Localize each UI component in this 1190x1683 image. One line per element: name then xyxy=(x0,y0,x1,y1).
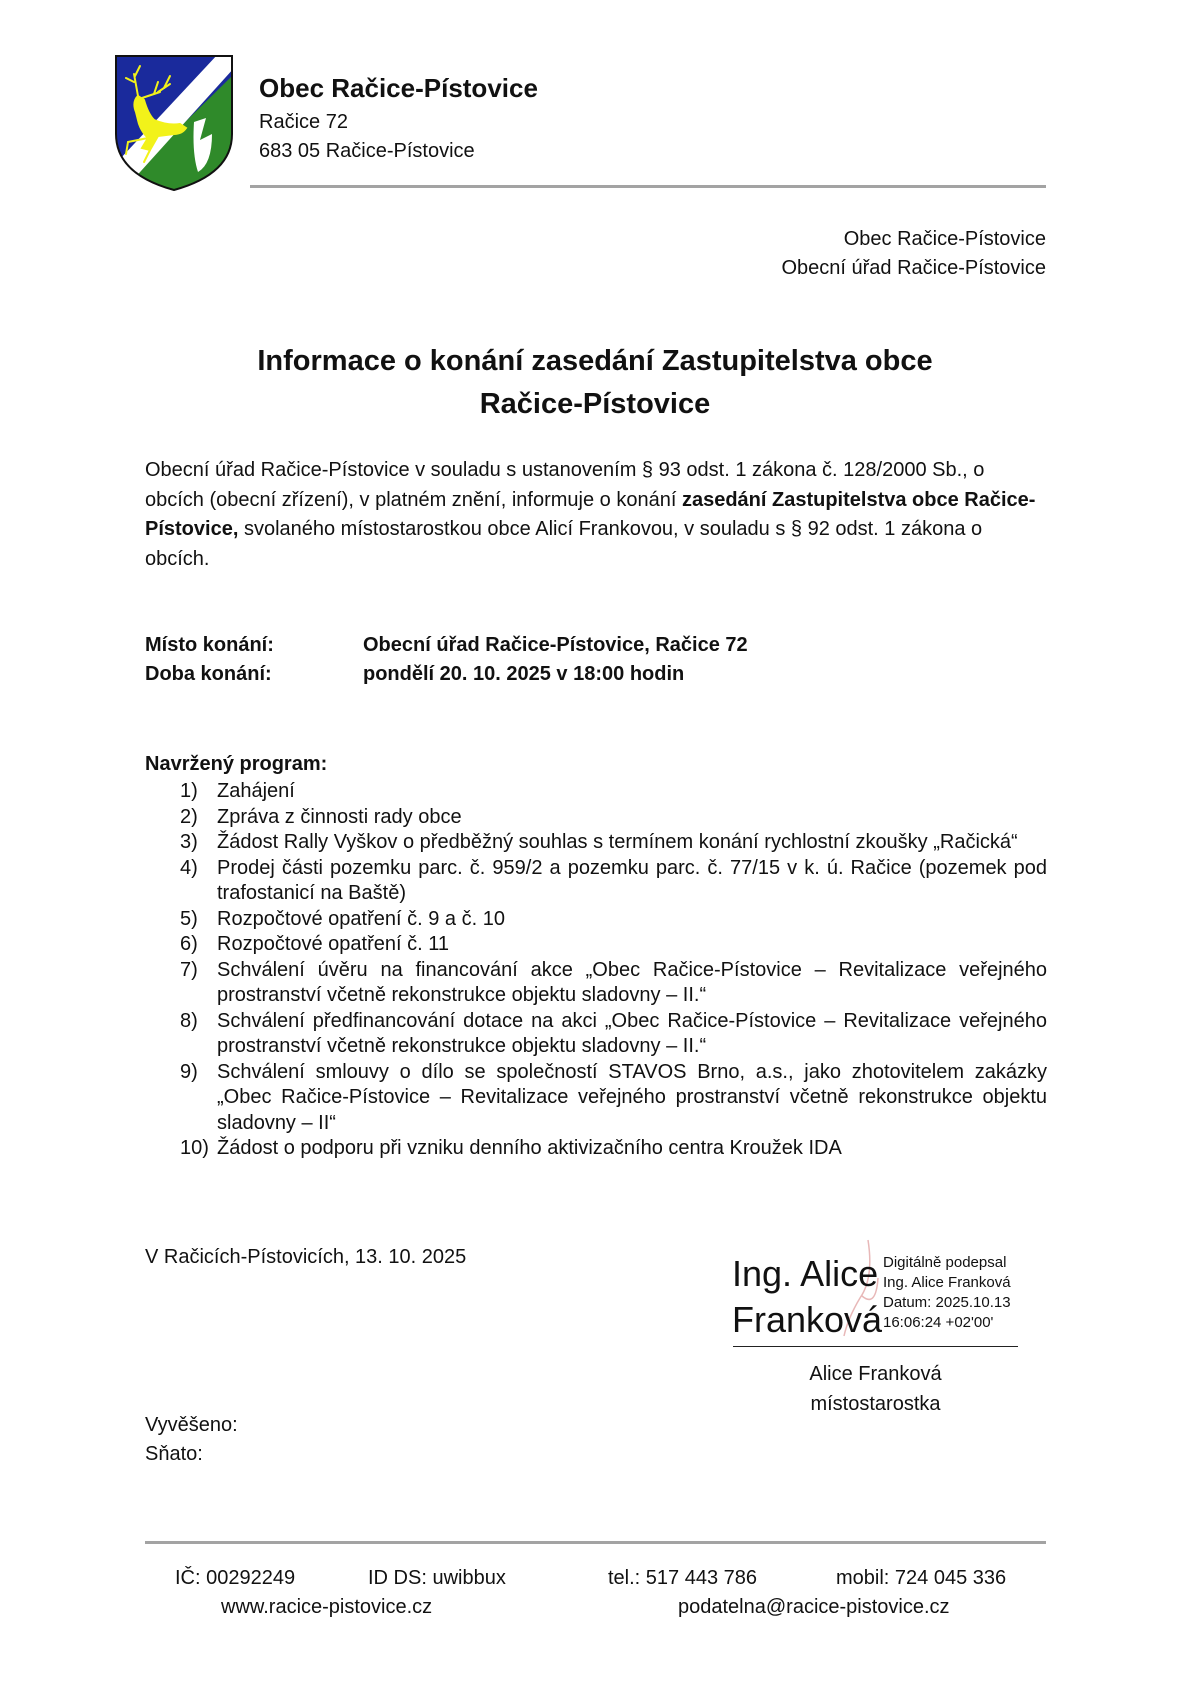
program-item-text: Prodej části pozemku parc. č. 959/2 a pozemku parc. č. 77/15 v k. ú. Račice (pozemek pod trafostanicí na Baště) xyxy=(217,856,1047,904)
intro-text-2: svolaného místostarostkou obce Alicí Frankovou, v souladu s § 92 odst. 1 zákona o obcích. xyxy=(145,518,983,570)
coat-of-arms-icon xyxy=(114,54,234,192)
program-item-number: 10) xyxy=(180,1137,209,1159)
digital-signature-date: Datum: 2025.10.13 xyxy=(883,1294,1011,1311)
program-item-text: Žádost Rally Vyškov o předběžný souhlas s termínem konání rychlostní zkoušky „Račická“ xyxy=(217,831,1018,853)
place-label: Místo konání: xyxy=(145,634,274,656)
program-item-number: 9) xyxy=(180,1060,198,1083)
place-and-date: V Račicích-Pístovicích, 13. 10. 2025 xyxy=(145,1246,467,1268)
program-item-number: 6) xyxy=(180,933,198,955)
program-item-number: 7) xyxy=(180,958,198,981)
signatory-role: místostarostka xyxy=(810,1393,941,1415)
program-item-text: Schválení předfinancování dotace na akci „Obec Račice-Pístovice – Revitalizace veřejného prostranství včetně rekonstrukce objektu sladovny – II.“ xyxy=(217,1009,1047,1057)
program-item-number: 4) xyxy=(180,856,198,879)
program-item xyxy=(180,1060,1047,1137)
intro-text-bold: zasedání Zastupitelstva obce Račice-Pístovice, xyxy=(145,488,1036,540)
program-item xyxy=(180,856,1047,907)
program-item xyxy=(180,1136,1047,1162)
footer-divider xyxy=(145,1541,1046,1544)
program-item xyxy=(180,907,1047,933)
footer-phone: tel.: 517 443 786 xyxy=(608,1567,758,1589)
intro-text-1: Obecní úřad Račice-Pístovice v souladu s ustanovením § 93 odst. 1 zákona č. 128/2000 Sb., o obcích (obecní zřízení), v platném znění, informuje o konání xyxy=(145,459,985,511)
program-list xyxy=(180,779,1047,1162)
program-item-text: Rozpočtové opatření č. 11 xyxy=(217,933,449,955)
program-item xyxy=(180,805,1047,831)
intro-paragraph xyxy=(145,456,1047,574)
signature-name-line2: Franková xyxy=(732,1299,883,1340)
program-item xyxy=(180,779,1047,805)
removed-label: Sňato: xyxy=(145,1443,203,1465)
program-heading: Navržený program: xyxy=(145,753,328,775)
program-item-number: 1) xyxy=(180,780,198,802)
footer-mobile: mobil: 724 045 336 xyxy=(836,1567,1007,1589)
time-value: pondělí 20. 10. 2025 v 18:00 hodin xyxy=(363,663,685,685)
org-name: Obec Račice-Pístovice xyxy=(259,73,538,103)
program-item xyxy=(180,1009,1047,1060)
program-item-text: Rozpočtové opatření č. 9 a č. 10 xyxy=(217,907,505,930)
footer-id-ds: ID DS: uwibbux xyxy=(368,1567,506,1589)
posted-label: Vyvěšeno: xyxy=(145,1414,238,1436)
program-item xyxy=(180,932,1047,958)
footer-ic: IČ: 00292249 xyxy=(175,1567,296,1589)
header-divider xyxy=(250,185,1046,188)
program-item-number: 3) xyxy=(180,831,198,853)
digital-signature-line1: Digitálně podepsal xyxy=(883,1254,1007,1271)
digital-signature-line2: Ing. Alice Franková xyxy=(883,1274,1011,1291)
place-value: Obecní úřad Račice-Pístovice, Račice 72 xyxy=(363,634,748,656)
document-title-line2: Račice-Pístovice xyxy=(479,388,711,420)
program-item-text: Zpráva z činnosti rady obce xyxy=(217,805,462,828)
org-address-line2: 683 05 Račice-Pístovice xyxy=(259,140,475,162)
program-item-text: Schválení smlouvy o dílo se společností STAVOS Brno, a.s., jako zhotovitelem zakázky „Obec Račice-Pístovice – Revitalizace veřejného prostranství včetně rekonstrukce objektu sladovny – II“ xyxy=(217,1060,1047,1134)
program-item-number: 2) xyxy=(180,805,198,828)
signature-line xyxy=(733,1346,1018,1347)
footer-website-link[interactable]: www.racice-pistovice.cz xyxy=(221,1596,433,1618)
program-item xyxy=(180,830,1047,856)
signatory-name: Alice Franková xyxy=(809,1363,942,1385)
footer-email-link[interactable]: podatelna@racice-pistovice.cz xyxy=(678,1596,950,1618)
program-item-text: Zahájení xyxy=(217,780,295,802)
program-item xyxy=(180,958,1047,1009)
signature-name-line1: Ing. Alice xyxy=(732,1253,879,1294)
recipient-line2: Obecní úřad Račice-Pístovice xyxy=(781,257,1046,279)
program-item-text: Žádost o podporu při vzniku denního aktivizačního centra Kroužek IDA xyxy=(217,1137,842,1159)
recipient-line1: Obec Račice-Pístovice xyxy=(843,228,1046,250)
program-item-number: 8) xyxy=(180,1009,198,1032)
time-label: Doba konání: xyxy=(145,663,272,685)
program-item-text: Schválení úvěru na financování akce „Obec Račice-Pístovice – Revitalizace veřejného prostranství včetně rekonstrukce objektu sladovny – II.“ xyxy=(217,958,1047,1006)
document-title-line1: Informace o konání zasedání Zastupitelstva obce xyxy=(257,345,933,377)
program-item-number: 5) xyxy=(180,907,198,930)
digital-signature-time: 16:06:24 +02'00' xyxy=(883,1314,994,1331)
org-address-line1: Račice 72 xyxy=(259,111,348,133)
